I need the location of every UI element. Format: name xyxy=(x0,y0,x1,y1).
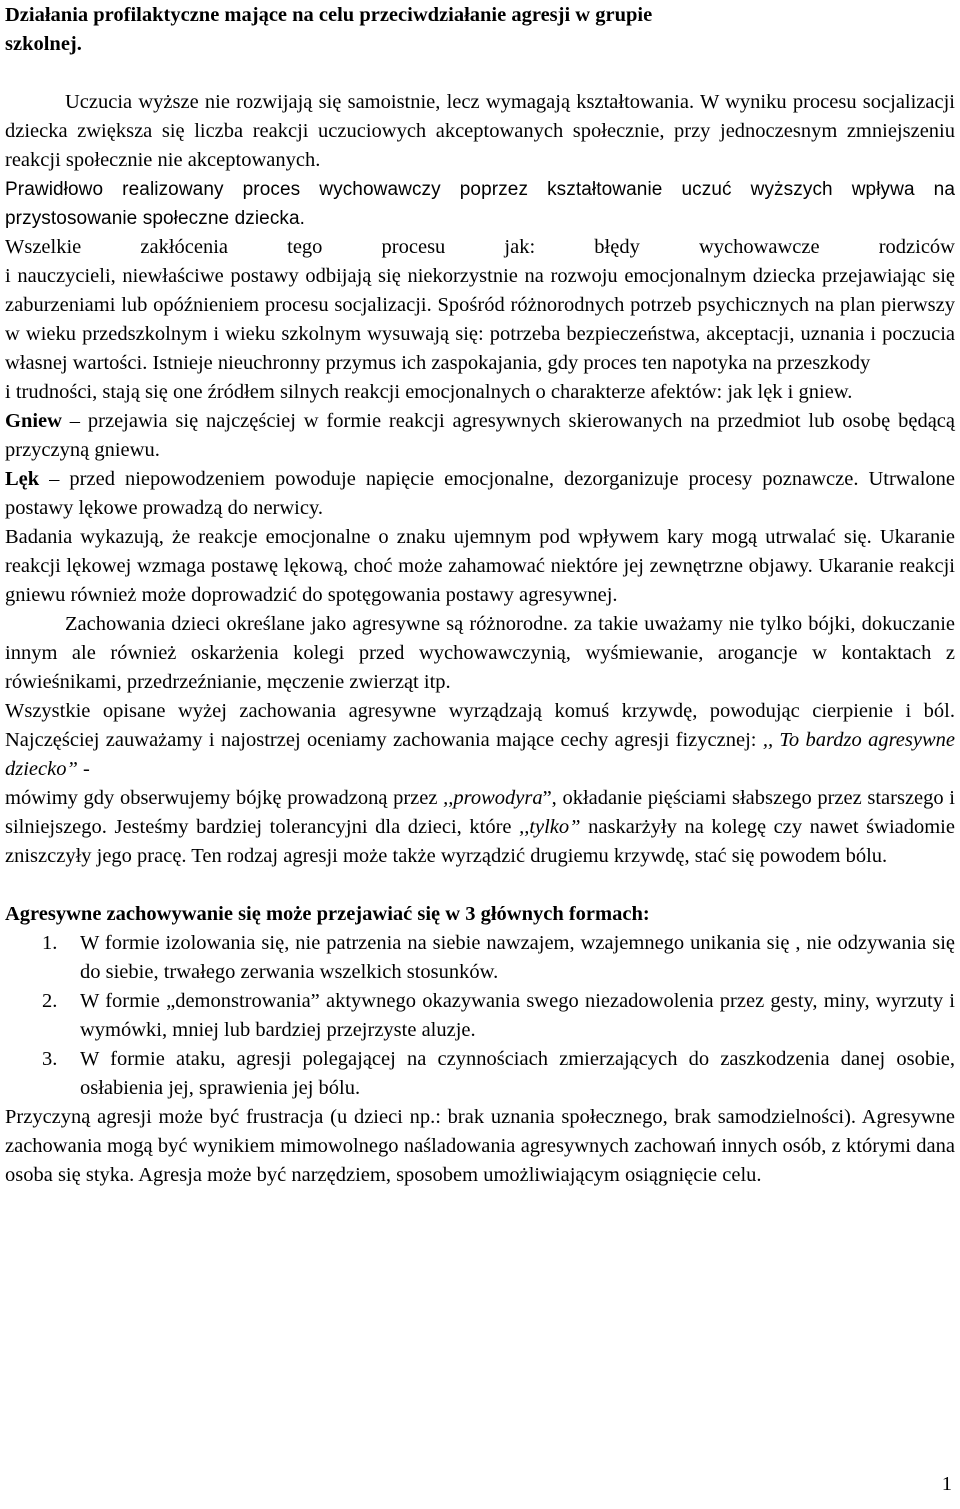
fighting-text-2: ”, okładanie pięściami słabszego przez starszego i silniejszego. Jesteśmy bardziej tolerancyjni dla dzieci, które xyxy=(5,787,956,838)
page-number: 1 xyxy=(941,1473,952,1495)
harm-text: Wszystkie opisane wyżej zachowania agresywne wyrządzają komuś krzywdę, powodując cierpienie i ból. Najczęściej zauważamy i najostrzej oceniamy zachowania mające cechy agresji fizycznej: xyxy=(5,700,955,751)
list-item xyxy=(5,1045,955,1103)
upbringing-paragraph: Prawidłowo realizowany proces wychowawczy poprzez kształtowanie uczuć wyższych wpływa na przystosowanie społeczne dziecka. xyxy=(5,179,955,229)
list-item-text: W formie „demonstrowania” aktywnego okazywania swego niezadowolenia przez gesty, miny, wyrzuty i wymówki, mniej lub bardziej przejrzyste aluzje. xyxy=(80,990,955,1041)
list-item-number: 3. xyxy=(42,1048,58,1070)
document-title: Działania profilaktyczne mające na celu przeciwdziałanie agresji w grupie szkolnej. xyxy=(5,4,653,55)
list-item-number: 1. xyxy=(42,932,58,954)
fear-paragraph xyxy=(5,465,955,523)
document-page xyxy=(5,0,955,1190)
fighting-text-1: mówimy gdy obserwujemy bójkę prowadzoną przez xyxy=(5,787,444,809)
conclusion-paragraph: Przyczyną agresji może być frustracja (u dzieci np.: brak uznania społecznego, brak samodzielności). Agresywne zachowania mogą być wynikiem mimowolnego naśladowania agresywnych zachowań innych osób, z którymi dana osoba się styka. Agresja może być narzędziem, sposobem umożliwiającym osiągnięcie celu. xyxy=(5,1106,955,1186)
list-item xyxy=(5,987,955,1045)
fighting-text-3: naskarżyły na kolegę czy nawet świadomie zniszczyły jego pracę. Ten rodzaj agresji może także wyrządzić drugiemu krzywdę, stać się powodem bólu. xyxy=(5,816,955,867)
forms-list xyxy=(5,929,955,1103)
forms-heading: Agresywne zachowywanie się może przejawiać się w 3 głównych formach: xyxy=(5,903,650,925)
harm-paragraph xyxy=(5,697,955,784)
anger-term: Gniew xyxy=(5,410,62,432)
fear-term: Lęk xyxy=(5,468,40,490)
emotions-paragraph: i trudności, stają się one źródłem silnych reakcji emocjonalnych o charakterze afektów: jak lęk i gniew. xyxy=(5,381,853,403)
research-paragraph: Badania wykazują, że reakcje emocjonalne o znaku ujemnym pod wpływem kary mogą utrwalać się. Ukaranie reakcji lękowej wzmaga postawę lękową, choć może zahamować niektóre jej zewnętrzne objawy. Ukaranie reakcji gniewu również może doprowadzić do spotęgowania postawy agresywnej. xyxy=(5,526,955,606)
anger-paragraph xyxy=(5,407,955,465)
fighting-paragraph xyxy=(5,784,955,871)
harm-quote: ,, To bardzo agresywne dziecko” xyxy=(5,729,955,780)
anger-text: – przejawia się najczęściej w formie reakcji agresywnych skierowanych na przedmiot lub osobę będącą przyczyną gniewu. xyxy=(5,410,955,461)
intro-paragraph: Uczucia wyższe nie rozwijają się samoistnie, lecz wymagają kształtowania. W wyniku procesu socjalizacji dziecka zwiększa się liczba reakcji uczuciowych akceptowanych społecznie, przy jednoczesnym zmniejszeniu reakcji społecznie nie akceptowanych. xyxy=(5,91,955,171)
harm-dash: - xyxy=(77,758,90,780)
fear-text: – przed niepowodzeniem powoduje napięcie emocjonalne, dezorganizuje procesy poznawcze. Utrwalone postawy lękowe prowadzą do nerwicy. xyxy=(5,468,955,519)
needs-paragraph: i nauczycieli, niewłaściwe postawy odbijają się niekorzystnie na rozwoju emocjonalnym dziecka przejawiając się zaburzeniami lub opóźnieniem procesu socjalizacji. Spośród różnorodnych potrzeb psychicznych na plan pierwszy w wieku przedszkolnym i wieku szkolnym wysuwają się: potrzeba bezpieczeństwa, akceptacji, uznania i poczucia własnej wartości. Istnieje nieuchronny przymus ich zaspokajania, gdy proces ten napotyka na przeszkody xyxy=(5,265,955,374)
fighting-quote-2: ,,tylko” xyxy=(519,816,581,838)
behaviours-paragraph: Zachowania dzieci określane jako agresywne są różnorodne. za takie uważamy nie tylko bójki, dokuczanie innym ale również oskarżenia kolegi przed wychowawczynią, wyśmiewanie, arogancje w kontaktach z rówieśnikami, przedrzeźnianie, męczenie zwierząt itp. xyxy=(5,613,955,693)
list-item-text: W formie ataku, agresji polegającej na czynnościach zmierzających do zaszkodzenia danej osobie, osłabienia jej, sprawienia jej bólu. xyxy=(80,1048,955,1099)
list-item xyxy=(5,929,955,987)
disturbances-paragraph: Wszelkie zakłócenia tego procesu jak: błędy wychowawcze rodziców xyxy=(5,236,955,258)
fighting-quote-1: ,,prowodyra xyxy=(443,787,543,809)
list-item-text: W formie izolowania się, nie patrzenia na siebie nawzajem, wzajemnego unikania się , nie odzywania się do siebie, trwałego zerwania wszelkich stosunków. xyxy=(80,932,955,983)
list-item-number: 2. xyxy=(42,990,58,1012)
